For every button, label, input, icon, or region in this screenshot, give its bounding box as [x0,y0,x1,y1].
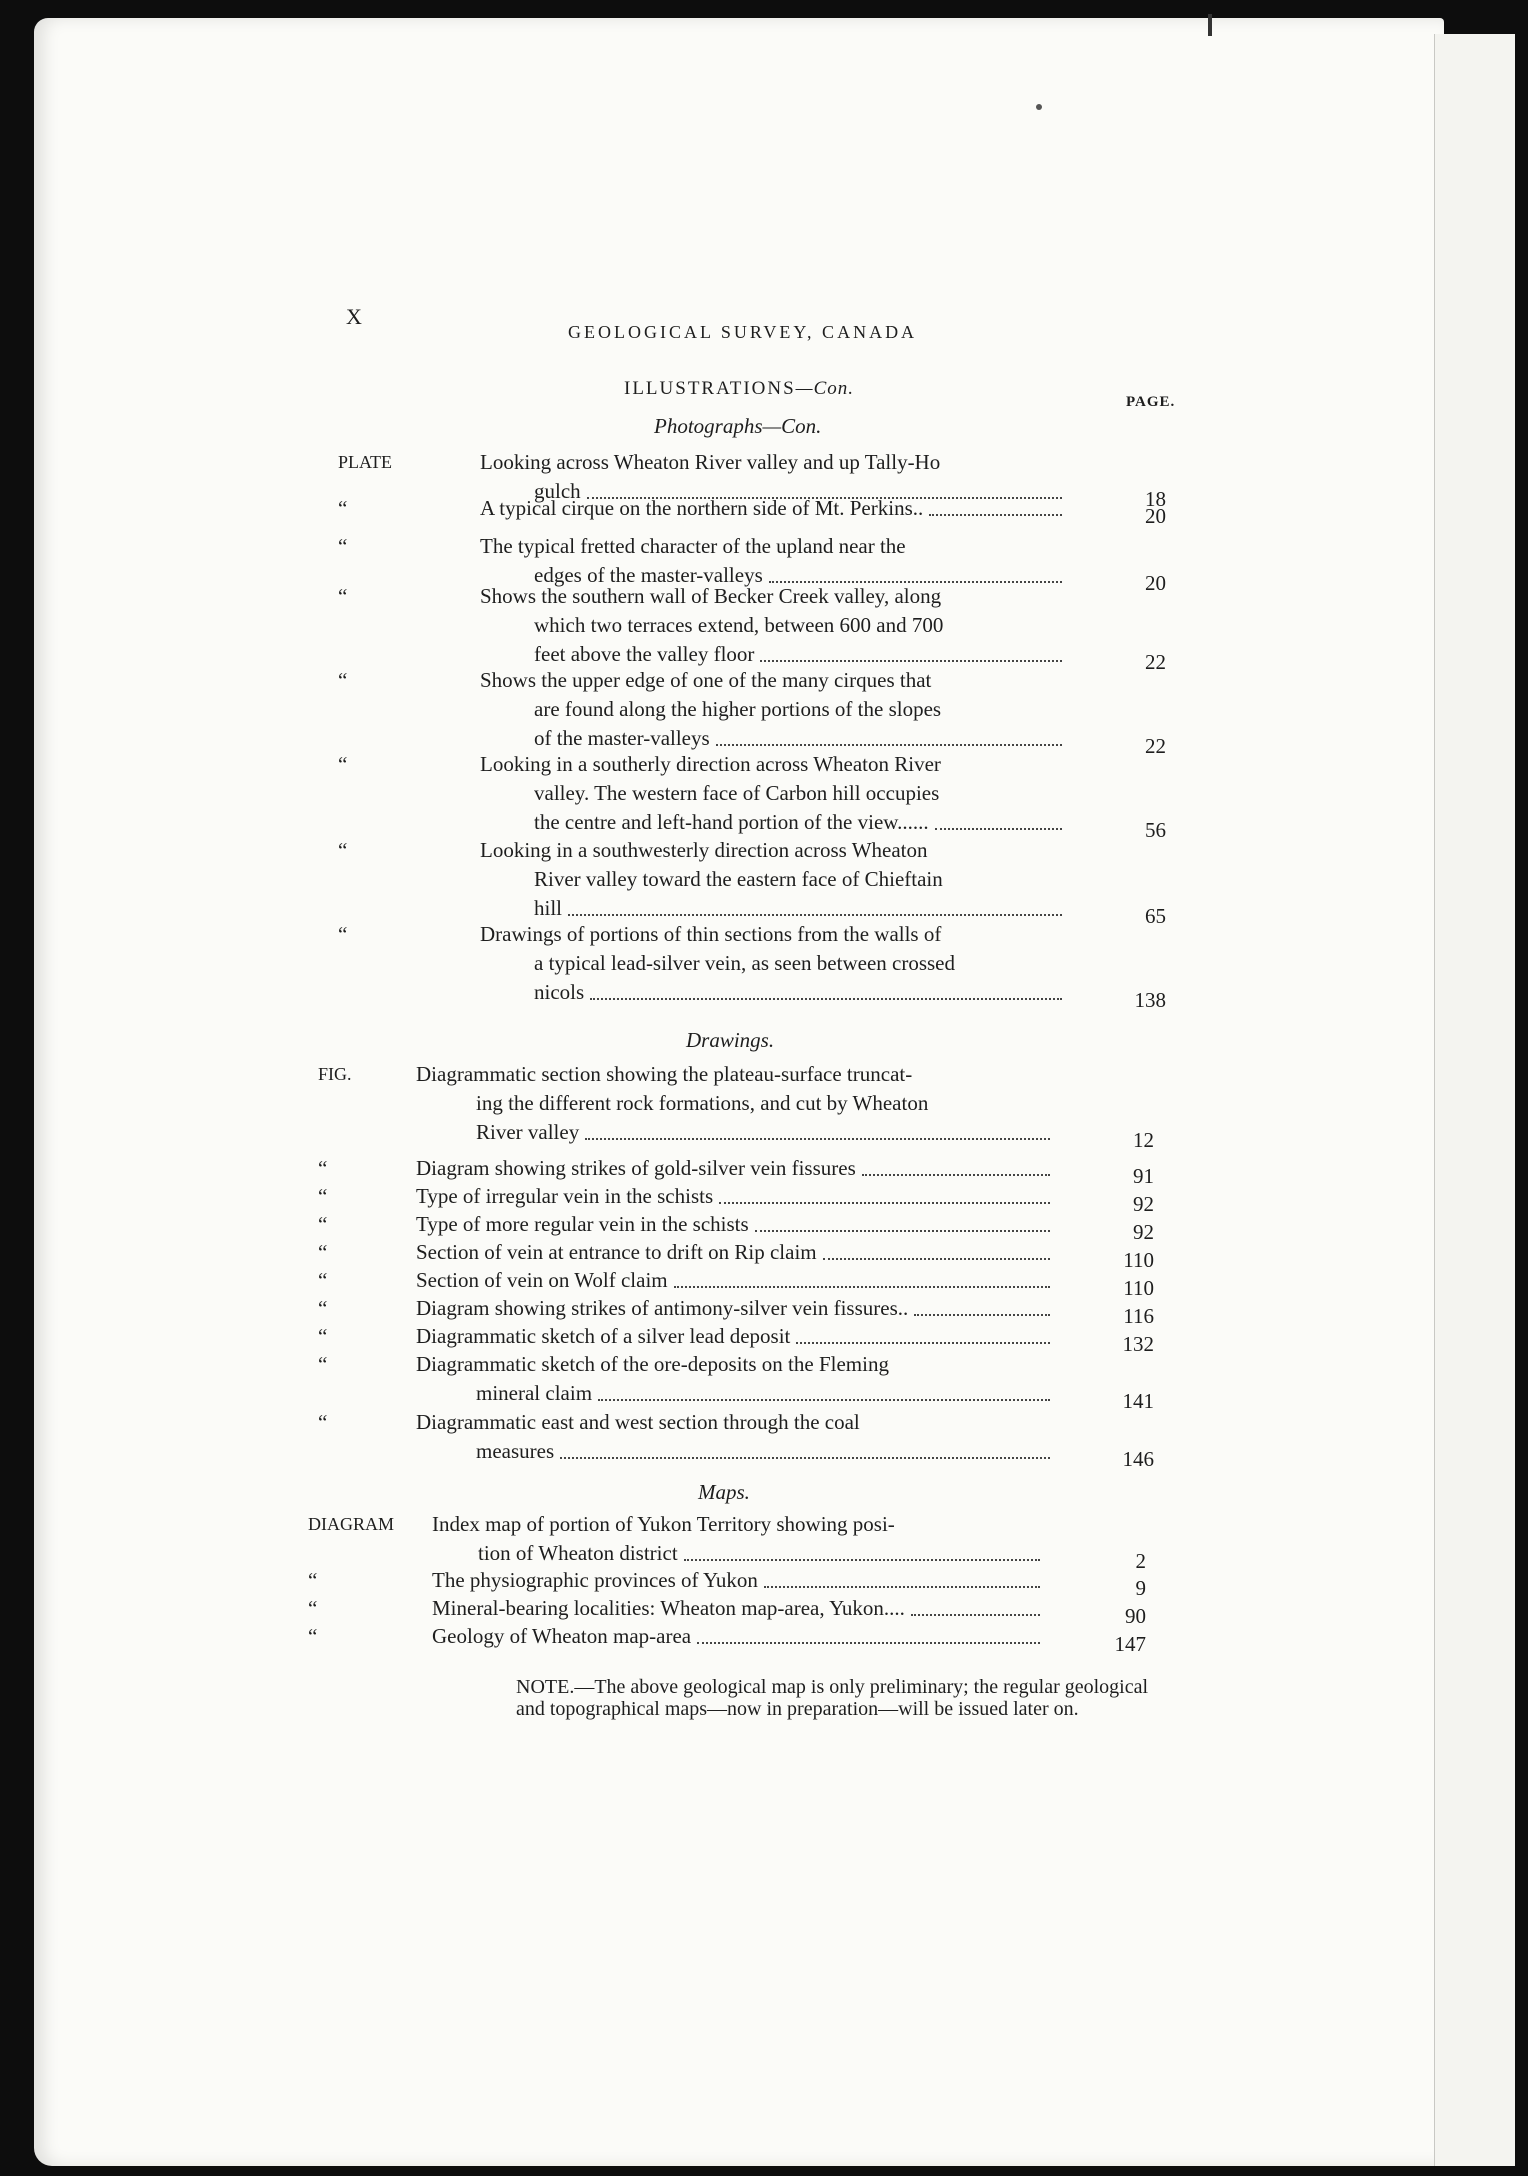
entry-title-line [416,1210,1054,1239]
note-label: NOTE. [516,1676,575,1698]
entry-page-number: 9 [1135,1576,1146,1600]
entry-prefix: “ [338,668,348,692]
entry-title-line-text: Diagrammatic sketch of the ore-deposits on the Fleming [416,1352,889,1376]
photographs-heading: Photographs—Con. [654,414,822,438]
entry-title-line [534,695,1066,724]
entry-title [480,582,1066,669]
entry-title [480,750,1066,837]
entry-title-line-text: Diagram showing strikes of gold-silver vein fissures [416,1156,856,1180]
entry-prefix: “ [338,584,348,608]
entry-title-line-text: ing the different rock formations, and cut by Wheaton [476,1091,929,1115]
entry-title-line-text: Looking in a southwesterly direction across Wheaton [480,838,928,862]
entry-title-line-text: Index map of portion of Yukon Territory showing posi- [432,1512,895,1536]
entry-page-number: 147 [1114,1632,1146,1656]
entry-title-line [534,865,1066,894]
entry-page-number: 22 [1145,650,1166,674]
entry-title [416,1238,1054,1267]
entry-title-line-text: tion of Wheaton district [478,1541,678,1565]
entry-page-number: 56 [1145,818,1166,842]
entry-title-line-text: River valley [476,1120,580,1144]
entry-title [416,1210,1054,1239]
drawings-heading: Drawings. [686,1028,775,1052]
entry-prefix: “ [308,1624,318,1648]
entry-prefix: “ [318,1324,328,1348]
entry-page-number: 22 [1145,734,1166,758]
entry-title-line [534,894,1066,923]
entry-title-line-text: Diagrammatic east and west section through the coal [416,1410,860,1434]
entry-title-line-text: edges of the master-valleys [534,563,763,587]
entry-page-number: 92 [1133,1192,1154,1216]
entry-title-line-text: Shows the upper edge of one of the many cirques that [480,668,932,692]
entry-title-line [416,1408,1054,1437]
entry-title [416,1182,1054,1211]
entry-title-line-text: Mineral-bearing localities: Wheaton map-area, Yukon.... [432,1596,905,1620]
entry-page-number: 90 [1125,1604,1146,1628]
note-paragraph [516,1676,1152,1720]
entry-prefix: “ [318,1212,328,1236]
entry-prefix: “ [338,838,348,862]
entry-title-line-text: Type of more regular vein in the schists [416,1212,749,1236]
entry-page-number: 12 [1133,1128,1154,1152]
entry-page-number: 65 [1145,904,1166,928]
entry-title-line [480,582,1066,611]
entry-title-line [480,532,1066,561]
entry-title-line [480,494,1066,523]
entry-page-number: 110 [1123,1276,1154,1300]
entry-title-line [432,1622,1044,1651]
entry-title-line-text: Geology of Wheaton map-area [432,1624,692,1648]
entry-title-line [534,640,1066,669]
entry-title-line-text: hill [534,896,563,920]
entry-title-line-text: The typical fretted character of the upland near the [480,534,906,558]
note-text: —The above geological map is only preliminary; the regular geological and topographical maps—now in preparation—will be issued later on. [516,1676,1149,1720]
entry-page-number: 138 [1134,988,1166,1012]
entry-title-line-text: Diagrammatic section showing the plateau-surface truncat- [416,1062,913,1086]
entry-page-number: 146 [1122,1447,1154,1471]
entry-title-line-text: measures [476,1439,555,1463]
entry-page-number: 18 [1145,487,1166,511]
entry-title [480,920,1066,1007]
entry-title-line-text: of the master-valleys [534,726,710,750]
entry-title-line [480,750,1066,779]
entry-title [416,1350,1054,1408]
entry-title-line [432,1566,1044,1595]
entry-page-number: 110 [1123,1248,1154,1272]
entry-title-line [480,920,1066,949]
entry-title-line [476,1379,1054,1408]
entry-title-line-text: a typical lead-silver vein, as seen between crossed [534,951,955,975]
entry-title-line [476,1437,1054,1466]
page-column-label: PAGE. [1126,394,1176,410]
entry-title-line-text: Looking in a southerly direction across Wheaton River [480,752,941,776]
entry-title-line-text: Section of vein on Wolf claim [416,1268,668,1292]
entry-title [480,836,1066,923]
entry-prefix: “ [338,752,348,776]
entry-title-line-text: The physiographic provinces of Yukon [432,1568,758,1592]
entry-title-line-text: Section of vein at entrance to drift on Rip claim [416,1240,817,1264]
entry-title-line [534,949,1066,978]
entry-title-line-text: valley. The western face of Carbon hill occupies [534,781,940,805]
entry-title [416,1408,1054,1466]
maps-heading: Maps. [698,1480,750,1504]
entry-title-line-text: are found along the higher portions of the slopes [534,697,942,721]
entry-title-line [480,836,1066,865]
entry-title [416,1322,1054,1351]
entry-page-number: 141 [1122,1389,1154,1413]
entry-title-line [476,1118,1054,1147]
entry-title [416,1294,1054,1323]
entry-prefix: “ [338,534,348,558]
entry-title-line [416,1322,1054,1351]
entry-page-number: 20 [1145,571,1166,595]
entry-title-line [432,1594,1044,1623]
entry-title-line-text: which two terraces extend, between 600 and 700 [534,613,944,637]
entry-page-number: 92 [1133,1220,1154,1244]
entry-title-line [416,1294,1054,1323]
entry-title-line [416,1182,1054,1211]
entry-title-line-text: Drawings of portions of thin sections from the walls of [480,922,942,946]
entry-prefix: “ [318,1184,328,1208]
entry-title-line [480,448,1066,477]
entry-title-line [534,978,1066,1007]
section-title-suffix: —Con. [795,378,854,399]
entry-title-line-text: Shows the southern wall of Becker Creek valley, along [480,584,942,608]
entry-title [432,1622,1044,1651]
entry-title-line [416,1350,1054,1379]
entry-prefix: “ [318,1296,328,1320]
entry-title-line-text: Type of irregular vein in the schists [416,1184,714,1208]
entry-title-line [416,1238,1054,1267]
entry-page-number: 132 [1122,1332,1154,1356]
entry-prefix: “ [318,1268,328,1292]
entry-page-number: 91 [1133,1164,1154,1188]
entry-title [416,1154,1054,1183]
entry-title-line [432,1510,1044,1539]
entry-title-line [534,779,1066,808]
entry-title-line [478,1539,1044,1568]
entry-title-line-text: mineral claim [476,1381,593,1405]
entry-title-line-text: Looking across Wheaton River valley and up Tally-Ho [480,450,941,474]
entry-title [480,666,1066,753]
entry-title-line-text: the centre and left-hand portion of the view...... [534,810,929,834]
section-title [624,378,854,400]
entry-prefix: DIAGRAM [308,1514,395,1534]
section-title-text: ILLUSTRATIONS [624,378,796,399]
entry-title-line-text: nicols [534,980,585,1004]
entry-title [416,1060,1054,1147]
entry-title [480,494,1066,523]
entry-title-line-text: A typical cirque on the northern side of Mt. Perkins.. [480,496,924,520]
entry-title-line [534,808,1066,837]
entry-title [432,1566,1044,1595]
entry-title-line-text: Diagram showing strikes of antimony-silver vein fissures.. [416,1296,909,1320]
entry-title-line [480,666,1066,695]
entry-title [432,1594,1044,1623]
entry-title-line-text: River valley toward the eastern face of Chieftain [534,867,943,891]
entry-prefix: “ [318,1240,328,1264]
entry-prefix: PLATE [338,452,392,472]
entry-title-line [534,611,1066,640]
entry-prefix: “ [338,922,348,946]
entry-title-line-text: Diagrammatic sketch of a silver lead deposit [416,1324,791,1348]
entry-title [416,1266,1054,1295]
entry-prefix: “ [318,1352,328,1376]
entry-prefix: “ [308,1596,318,1620]
entry-prefix: “ [318,1156,328,1180]
entry-title-line [416,1060,1054,1089]
entry-title-line [534,724,1066,753]
entry-prefix: FIG. [318,1064,352,1084]
entry-title [432,1510,1044,1568]
entry-title-line-text: gulch [534,479,581,503]
entry-page-number: 116 [1123,1304,1154,1328]
page-number: X [346,304,362,329]
entry-title-line-text: feet above the valley floor [534,642,755,666]
entry-prefix: “ [318,1410,328,1434]
entry-prefix: “ [338,496,348,520]
entry-title-line [416,1266,1054,1295]
running-head: GEOLOGICAL SURVEY, CANADA [568,322,918,342]
entry-page-number: 2 [1135,1549,1146,1573]
entry-title-line [416,1154,1054,1183]
entry-title-line [476,1089,1054,1118]
entry-page-number: 20 [1145,504,1166,528]
entry-prefix: “ [308,1568,318,1592]
